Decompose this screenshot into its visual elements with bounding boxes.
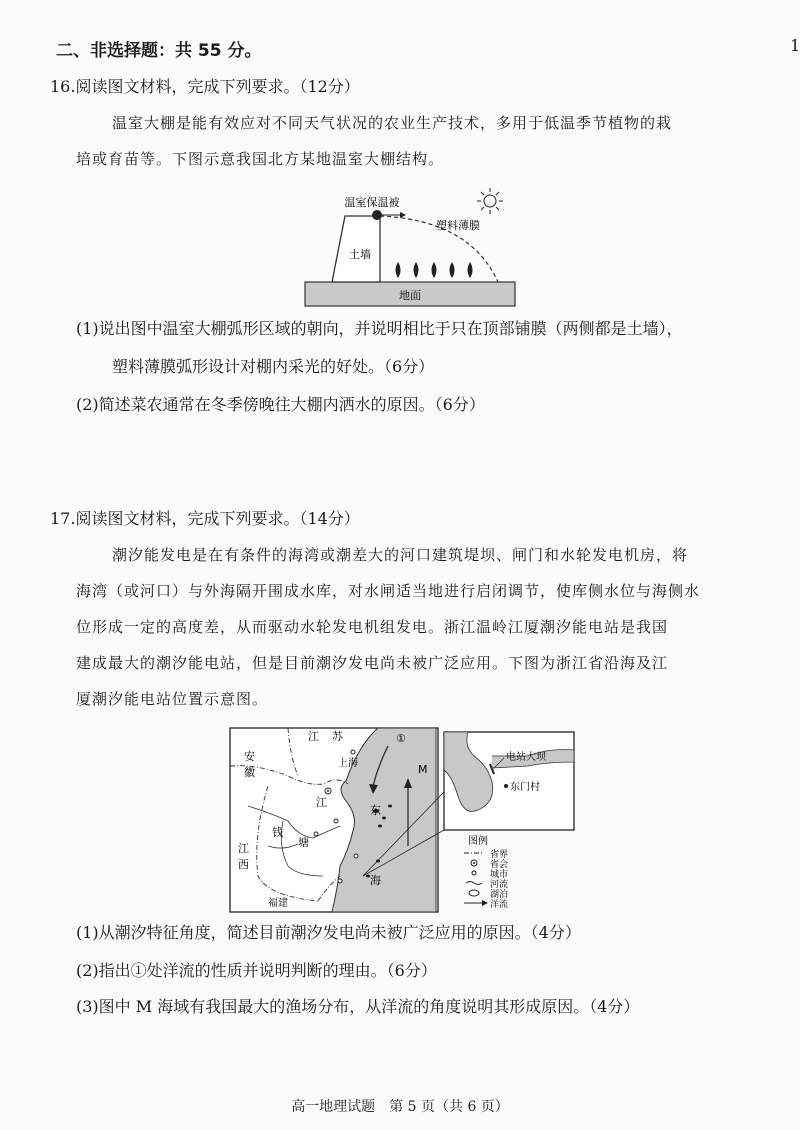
inset-dam-label: 电站大坝 bbox=[506, 752, 546, 763]
q17-para-line1: 潮汐能发电是在有条件的海湾或潮差大的河口建筑堤坝、闸门和水轮发电机房，将 bbox=[112, 546, 689, 564]
q17-para-line5: 厦潮汐能电站位置示意图。 bbox=[76, 690, 269, 708]
city-marker bbox=[334, 819, 338, 823]
q17-para-line3: 位形成一定的高度差，从而驱动水轮发电机组发电。浙江温岭江厦潮汐能电站是我国 bbox=[76, 618, 669, 636]
q16-sub2: (2)简述菜农通常在冬季傍晚往大棚内洒水的原因。（6分） bbox=[76, 395, 485, 414]
legend-item: 省界 bbox=[490, 850, 509, 860]
label-zhe: 江 bbox=[316, 796, 327, 809]
label-jiangsu-2: 苏 bbox=[332, 730, 343, 743]
label-anhui-1: 安 bbox=[244, 750, 255, 763]
q16-intro-line2: 培或育苗等。下图示意我国北方某地温室大棚结构。 bbox=[76, 150, 445, 168]
label-tang: 塘 bbox=[298, 836, 309, 849]
ground-label: 地面 bbox=[399, 289, 421, 302]
q17-para-line4: 建成最大的潮汐能电站，但是目前潮汐发电尚未被广泛应用。下图为浙江省沿海及江 bbox=[76, 654, 669, 672]
label-fujian: 福建 bbox=[268, 898, 288, 909]
legend-item: 城市 bbox=[490, 870, 509, 880]
legend-item: 河流 bbox=[490, 880, 509, 890]
earth-wall-label: 土墙 bbox=[349, 248, 371, 261]
q16-intro-line1: 温室大棚是能有效应对不同天气状况的农业生产技术，多用于低温季节植物的栽 bbox=[112, 114, 673, 132]
legend-item: 洋流 bbox=[490, 900, 509, 910]
label-shanghai: 上海 bbox=[338, 758, 358, 769]
legend-symbol-river bbox=[466, 882, 482, 885]
label-dong: 东 bbox=[370, 804, 381, 817]
plants-row bbox=[396, 262, 473, 278]
legend-symbol-city bbox=[472, 871, 476, 875]
quilt-label: 温室保温被 bbox=[344, 196, 400, 209]
zhejiang-tidal-map bbox=[228, 726, 580, 916]
label-circle-1: ① bbox=[396, 732, 406, 745]
q17-sub1: (1)从潮汐特征角度，简述目前潮汐发电尚未被广泛应用的原因。（4分） bbox=[76, 923, 581, 942]
label-hai: 海 bbox=[370, 874, 381, 887]
quilt-arrowhead bbox=[400, 212, 406, 218]
legend-item: 省会 bbox=[490, 860, 509, 870]
city-marker bbox=[354, 854, 358, 858]
sun-icon bbox=[477, 188, 503, 214]
q17-title: 17.阅读图文材料，完成下列要求。（14分） bbox=[50, 509, 360, 528]
q17-para-line2: 海湾（或河口）与外海隔开围成水库，对水闸适当地进行启闭调节，使库侧水位与海侧水 bbox=[76, 582, 701, 600]
city-marker bbox=[338, 879, 342, 883]
label-anhui-2: 徽 bbox=[244, 766, 255, 779]
label-jiangxi-2: 西 bbox=[238, 858, 249, 871]
legend-symbol-lake bbox=[469, 890, 479, 896]
label-jiangxi-1: 江 bbox=[238, 842, 249, 855]
page-corner-mark: 1 bbox=[790, 36, 800, 55]
legend-symbol-capital-dot bbox=[473, 862, 475, 864]
legend-title: 图例 bbox=[468, 836, 488, 847]
q16-sub1-line2: 塑料薄膜弧形设计对棚内采光的好处。（6分） bbox=[112, 357, 435, 376]
greenhouse-diagram bbox=[300, 182, 520, 310]
q17-sub2: (2)指出①处洋流的性质并说明判断的理由。（6分） bbox=[76, 961, 437, 980]
insulation-quilt-roll bbox=[372, 210, 382, 220]
q16-title: 16.阅读图文材料，完成下列要求。（12分） bbox=[50, 77, 360, 96]
city-marker bbox=[314, 832, 318, 836]
q17-sub3: (3)图中 M 海域有我国最大的渔场分布，从洋流的角度说明其形成原因。（4分） bbox=[76, 997, 640, 1016]
capital-marker-dot bbox=[327, 790, 329, 792]
label-qian: 钱 bbox=[272, 826, 283, 839]
city-shanghai-marker bbox=[351, 750, 355, 754]
label-jiangsu-1: 江 bbox=[308, 730, 319, 743]
q16-sub1-line1: (1)说出图中温室大棚弧形区域的朝向，并说明相比于只在顶部铺膜（两侧都是土墙）， bbox=[76, 319, 683, 338]
label-m: M bbox=[418, 763, 428, 776]
film-label: 塑料薄膜 bbox=[436, 219, 480, 232]
section-title: 二、非选择题：共 55 分。 bbox=[56, 41, 262, 61]
village-marker bbox=[504, 784, 508, 788]
page-footer: 高一地理试题 第 5 页（共 6 页） bbox=[291, 1099, 509, 1115]
inset-village-label: 东门村 bbox=[510, 782, 540, 793]
legend-item: 湖泊 bbox=[490, 890, 509, 900]
legend-symbol-current-head bbox=[482, 900, 488, 906]
